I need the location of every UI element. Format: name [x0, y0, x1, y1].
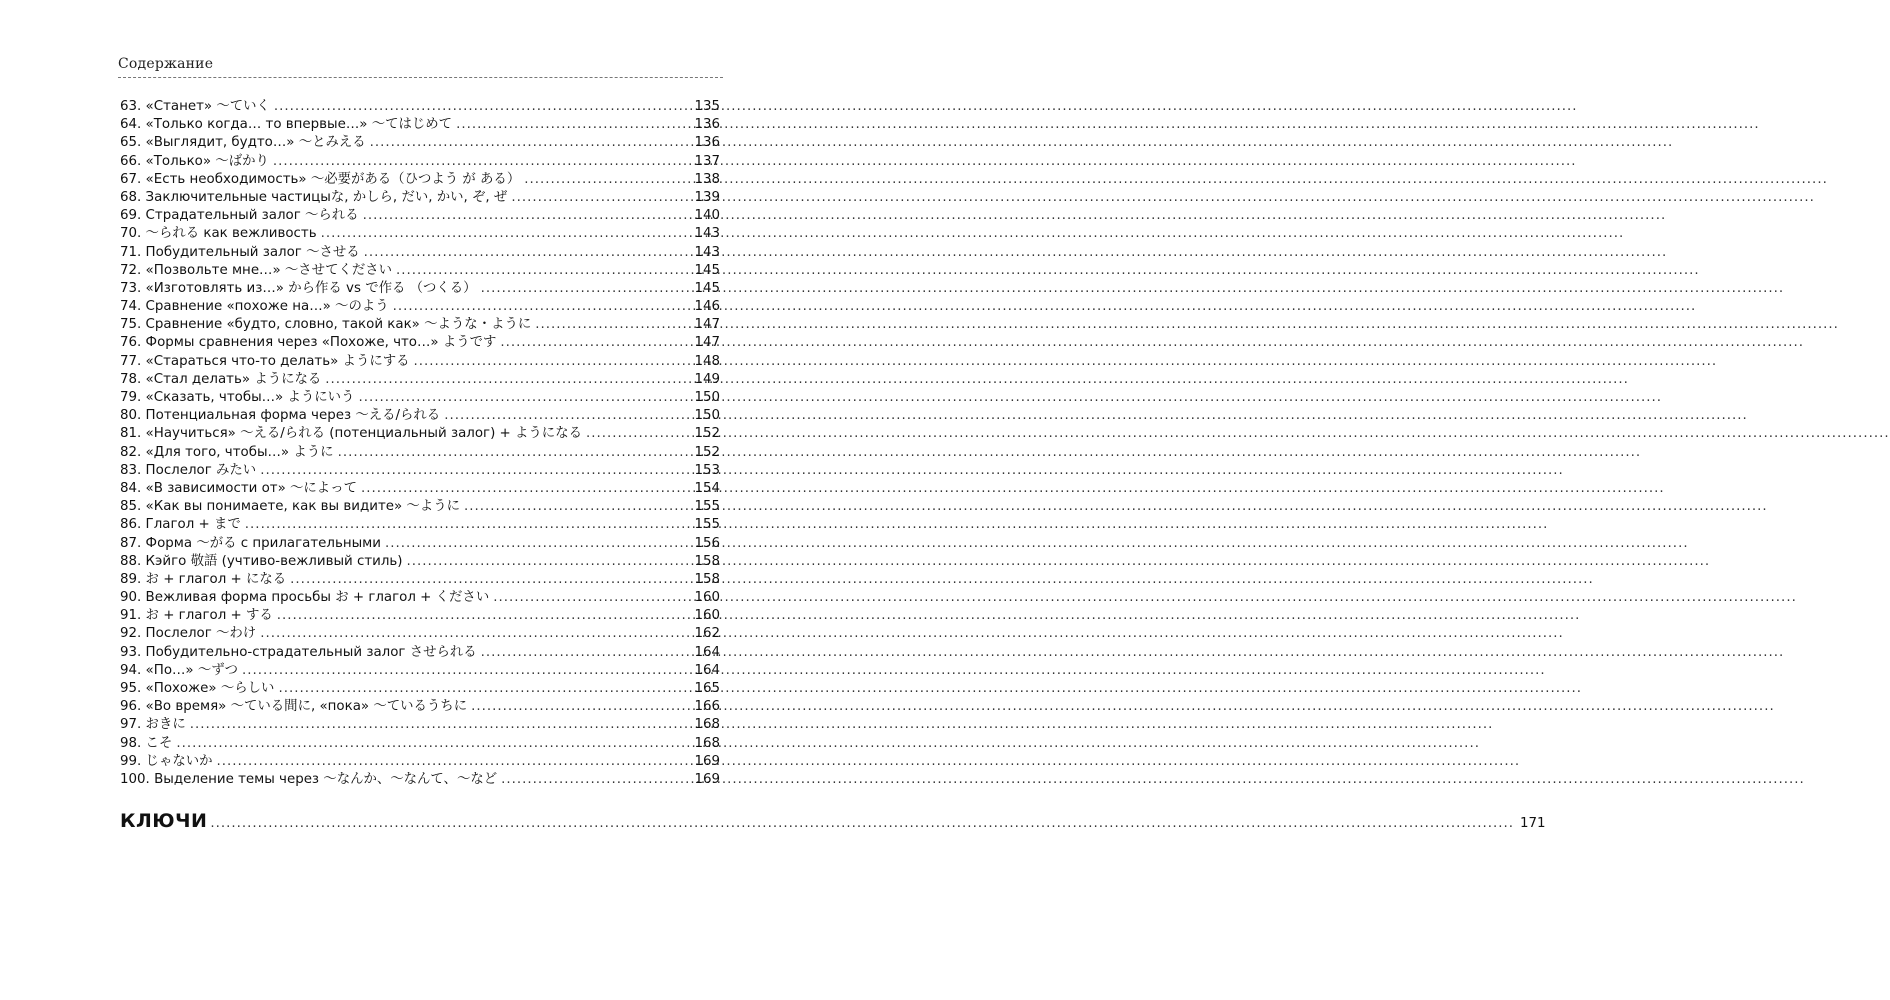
toc-entry-page-number: 149 [694, 371, 720, 387]
toc-entry-page-number: 152 [694, 444, 720, 460]
dot-leader [481, 644, 692, 662]
toc-entry-page-number: 147 [694, 317, 720, 333]
toc-entry [120, 716, 720, 734]
toc-entry-title: 68. Заключительные частицыな, かしら, だい, かい, ぞ, ぜ [120, 189, 508, 205]
toc-entry-page-number: 165 [694, 681, 720, 696]
dot-leader [535, 316, 691, 334]
toc-entry [120, 553, 720, 571]
toc-entry [120, 480, 720, 498]
toc-entry [120, 189, 720, 207]
toc-entry-page-number: 169 [694, 771, 720, 787]
toc-entry [120, 444, 720, 462]
dot-leader [524, 171, 691, 189]
toc-entry-title: 85. «Как вы понимаете, как вы видите» ～ように [120, 499, 460, 515]
toc-entry-title: 83. Послелог みたい [120, 462, 257, 478]
toc-entry-title: 71. Побудительный залог ～させる [120, 244, 360, 260]
dot-leader [274, 98, 692, 116]
toc-entry [120, 771, 720, 789]
header-divider [118, 77, 723, 78]
dot-leader [385, 535, 691, 553]
toc-entry-title: 65. «Выглядит, будто…» ～とみえる [120, 135, 366, 151]
toc-entry-title: 82. «Для того, чтобы…» ように [120, 444, 334, 460]
toc-entry-page-number: 155 [694, 517, 720, 533]
toc-entry-title: 72. «Позвольте мне…» ～させてください [120, 262, 393, 278]
toc-entry-title: 96. «Во время» ～ている間に, «пока» ～ているうちに [120, 699, 468, 715]
toc-entry [120, 407, 720, 425]
toc-entry-page-number: 145 [694, 262, 720, 278]
toc-entry [120, 498, 720, 516]
toc-entry-title: 78. «Стал делать» ようになる [120, 371, 322, 387]
dot-leader [456, 116, 691, 134]
toc-entry [120, 662, 720, 680]
dot-leader [361, 480, 691, 498]
toc-entry [120, 225, 720, 243]
dot-leader [493, 589, 691, 607]
toc-entry-page-number: 139 [694, 189, 720, 205]
toc-entry [120, 153, 720, 171]
dot-leader [242, 662, 691, 680]
toc-entry-title: 100. Выделение темы через ～なんか、～なんて、～など [120, 771, 498, 787]
dot-leader [500, 334, 691, 352]
toc-entry [120, 698, 720, 716]
toc-entry-page-number: 150 [694, 408, 720, 424]
toc-entry [120, 207, 720, 225]
toc-entry [120, 298, 720, 316]
toc-entry-title: 94. «По…» ～ずつ [120, 662, 239, 678]
dot-leader [190, 716, 692, 734]
toc-entry-page-number: 158 [694, 571, 720, 587]
toc-entry [120, 98, 720, 116]
dot-leader [358, 389, 691, 407]
dot-leader [363, 207, 692, 225]
toc-entry [120, 625, 720, 643]
toc-entry-title: 70. ～られる как вежливость [120, 226, 317, 242]
toc-entry-page-number: 147 [694, 335, 720, 351]
toc-entry-title: 63. «Станет» ～ていく [120, 99, 270, 114]
toc-entry-title: 99. じゃないか [120, 753, 213, 769]
toc-entry [120, 753, 720, 771]
toc-entry-page-number: 145 [694, 280, 720, 296]
toc-entry-page-number: 152 [694, 426, 720, 442]
toc-entry [120, 262, 720, 280]
toc-entry-title: 79. «Сказать, чтобы…» ようにいう [120, 390, 355, 405]
dot-leader [501, 771, 691, 789]
dot-leader [245, 516, 692, 534]
toc-entry-title: 66. «Только» ～ばかり [120, 153, 269, 169]
dot-leader [338, 444, 692, 462]
dot-leader [325, 371, 691, 389]
toc-entry-page-number: 155 [694, 499, 720, 515]
dot-leader [370, 134, 692, 152]
keys-title: КЛЮЧИ [120, 810, 208, 832]
dot-leader [414, 353, 692, 371]
dot-leader [464, 498, 691, 516]
toc-entry-title: 86. Глагол + まで [120, 517, 241, 533]
dot-leader [393, 298, 692, 316]
toc-entry-title: 95. «Похоже» ～らしい [120, 681, 275, 696]
toc-entry-title: 67. «Есть необходимость» ～必要がある（ひつよう が ある） [120, 171, 521, 187]
toc-entry-page-number: 143 [694, 244, 720, 260]
toc-entry [120, 389, 720, 407]
dot-leader [511, 189, 691, 207]
toc-entry-page-number: 160 [694, 590, 720, 606]
toc-entry-title: 64. «Только когда… то впервые…» ～てはじめて [120, 117, 453, 133]
dot-leader [481, 280, 692, 298]
toc-entry-page-number: 158 [694, 553, 720, 569]
dot-leader [321, 225, 692, 243]
toc-entry [120, 353, 720, 371]
toc-entry-title: 74. Сравнение «похоже на…» ～のよう [120, 299, 389, 315]
dot-leader [471, 698, 691, 716]
toc-entry-title: 90. Вежливая форма просьбы お + глагол + ください [120, 590, 490, 606]
toc-entry-title: 73. «Изготовлять из…» から作る vs で作る （つくる） [120, 280, 477, 296]
toc-entry [120, 607, 720, 625]
dot-leader [364, 244, 692, 262]
toc-entry [120, 244, 720, 262]
toc-entry [120, 280, 720, 298]
toc-entry-title: 98. こそ [120, 735, 173, 751]
toc-entry [120, 735, 720, 753]
table-of-contents [120, 98, 720, 789]
toc-entry-page-number: 168 [694, 735, 720, 751]
dot-leader [290, 571, 691, 589]
toc-entry-page-number: 164 [694, 644, 720, 660]
toc-entry [120, 680, 720, 698]
toc-entry-page-number: 136 [694, 117, 720, 133]
toc-entry-title: 80. Потенциальная форма через ～える/られる [120, 408, 441, 424]
toc-entry [120, 571, 720, 589]
toc-entry [120, 462, 720, 480]
toc-entry-page-number: 153 [694, 462, 720, 478]
toc-entry-page-number: 135 [694, 99, 720, 114]
running-header: Содержание [118, 56, 214, 72]
toc-entry-title: 81. «Научиться» ～える/られる (потенциальный залог) + ようになる [120, 426, 582, 442]
toc-entry-title: 89. お + глагол + になる [120, 571, 287, 587]
toc-entry-page-number: 169 [694, 753, 720, 769]
toc-entry-page-number: 166 [694, 699, 720, 715]
dot-leader [278, 680, 691, 698]
toc-entry-page-number: 162 [694, 626, 720, 642]
toc-entry-title: 91. お + глагол + する [120, 608, 273, 624]
dot-leader [407, 553, 692, 571]
toc-entry-title: 76. Формы сравнения через «Похоже, что…» ようです [120, 335, 497, 351]
toc-entry [120, 316, 720, 334]
toc-entry-title: 88. Кэйго 敬語 (учтиво-вежливый стиль) [120, 553, 403, 569]
toc-entry [120, 425, 720, 443]
toc-entry-title: 77. «Стараться что-то делать» ようにする [120, 353, 410, 369]
toc-entry-page-number: 140 [694, 208, 720, 224]
dot-leader [396, 262, 691, 280]
toc-entry [120, 644, 720, 662]
dot-leader [273, 153, 692, 171]
toc-entry-page-number: 137 [694, 153, 720, 169]
toc-entry [120, 334, 720, 352]
dot-leader [444, 407, 691, 425]
toc-entry-page-number: 156 [694, 535, 720, 551]
toc-entry-page-number: 164 [694, 662, 720, 678]
toc-entry-page-number: 160 [694, 608, 720, 624]
toc-entry-page-number: 143 [694, 226, 720, 242]
toc-entry-page-number: 146 [694, 299, 720, 315]
dot-leader [260, 625, 691, 643]
toc-entry-title: 75. Сравнение «будто, словно, такой как» ～ような・ように [120, 317, 532, 333]
toc-entry-title: 97. おきに [120, 717, 186, 733]
toc-entry-page-number: 154 [694, 480, 720, 496]
toc-entry [120, 516, 720, 534]
keys-page-number: 171 [1520, 816, 1546, 831]
toc-entry [120, 589, 720, 607]
toc-entry [120, 535, 720, 553]
dot-leader [176, 735, 691, 753]
toc-entry-page-number: 168 [694, 717, 720, 733]
toc-entry [120, 116, 720, 134]
dot-leader [217, 753, 692, 771]
dot-leader [586, 425, 691, 443]
dot-leader [210, 816, 1514, 831]
toc-entry-title: 87. Форма ～がる с прилагательными [120, 535, 381, 551]
keys-entry [120, 810, 1546, 832]
toc-entry-page-number: 136 [694, 135, 720, 151]
toc-entry-title: 69. Страдательный залог ～られる [120, 208, 359, 224]
toc-entry [120, 371, 720, 389]
dot-leader [260, 462, 691, 480]
toc-entry-title: 93. Побудительно-страдательный залог させられる [120, 644, 477, 660]
toc-entry [120, 134, 720, 152]
toc-entry [120, 171, 720, 189]
dot-leader [277, 607, 692, 625]
toc-entry-page-number: 138 [694, 171, 720, 187]
toc-entry-title: 92. Послелог ～わけ [120, 626, 257, 642]
toc-entry-page-number: 148 [694, 353, 720, 369]
toc-entry-page-number: 150 [694, 390, 720, 405]
toc-entry-title: 84. «В зависимости от» ～によって [120, 480, 357, 496]
